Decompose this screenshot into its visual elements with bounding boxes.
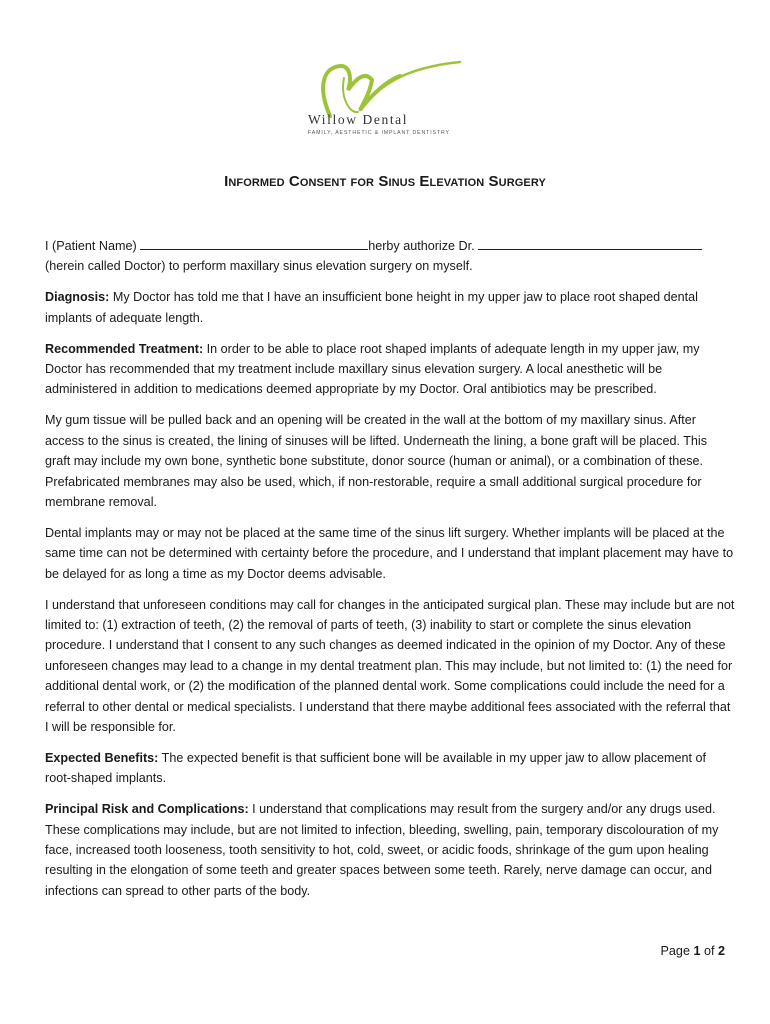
authorize-label: herby authorize Dr.: [368, 239, 479, 253]
document-title: Informed Consent for Sinus Elevation Surgery: [224, 173, 546, 190]
risks-paragraph: [45, 799, 735, 901]
implants-paragraph: Dental implants may or may not be placed at the same time of the sinus lift surgery. Whether implants will be placed at the same time can not be determined with certainty before the procedure, and I understand that implant placement may have to be delayed for as long a time as my Doctor deems advisable.: [45, 525, 734, 581]
logo-name: Willow Dental: [308, 112, 409, 127]
benefits-paragraph: [45, 748, 735, 789]
page-current: 1: [693, 944, 701, 958]
willow-w-icon: [300, 58, 470, 118]
patient-name-label: I (Patient Name): [45, 239, 141, 253]
page-number: [661, 944, 725, 958]
diagnosis-label: Diagnosis:: [45, 290, 110, 305]
willow-dental-logo: [300, 58, 470, 142]
risks-text: I understand that complications may result from the surgery and/or any drugs used. These complications may include, but are not limited to infection, bleeding, swelling, pain, temporary discolouration of my face, increased tooth looseness, tooth sensitivity to hot, cold, sweet, or acidic foods, shrinkage of the gum upon healing resulting in the elongation of some teeth and greater spaces between some teeth. Rarely, nerve damage can occur, and infections can spread to other parts of the body.: [45, 802, 719, 898]
page-of: of: [700, 944, 718, 958]
logo-tagline: FAMILY, AESTHETIC & IMPLANT DENTISTRY: [308, 130, 450, 136]
patient-name-field[interactable]: [140, 236, 368, 250]
doctor-name-field[interactable]: [478, 236, 702, 250]
diagnosis-text: My Doctor has told me that I have an insufficient bone height in my upper jaw to place root shaped dental implants of adequate length.: [45, 290, 698, 325]
diagnosis-paragraph: [45, 287, 735, 328]
treatment-label: Recommended Treatment:: [45, 341, 204, 356]
treatment-text: In order to be able to place root shaped implants of adequate length in my upper jaw, my Doctor has recommended that my treatment include maxillary sinus elevation surgery. A local anesthetic will be administered in addition to medications deemed appropriate by my Doctor. Oral antibiotics may be prescribed.: [45, 341, 700, 397]
document-body: [45, 236, 735, 912]
authorization-text: (herein called Doctor) to perform maxillary sinus elevation surgery on myself.: [45, 259, 473, 274]
gum-tissue-paragraph: My gum tissue will be pulled back and an opening will be created in the wall at the bottom of my maxillary sinus. After access to the sinus is created, the lining of sinuses will be lifted. Underneath the lining, a bone graft will be placed. This graft may include my own bone, synthetic bone substitute, donor source (human or animal), or a combination of these. Prefabricated membranes may also be used, which, if non-restorable, require a small additional surgical procedure for membrane removal.: [45, 413, 708, 509]
treatment-paragraph: [45, 339, 735, 400]
risks-label: Principal Risk and Complications:: [45, 802, 249, 817]
page-prefix: Page: [660, 944, 694, 958]
benefits-label: Expected Benefits:: [45, 750, 159, 765]
unforeseen-conditions-paragraph: I understand that unforeseen conditions may call for changes in the anticipated surgical plan. These may include but are not limited to: (1) extraction of teeth, (2) the removal of parts of teeth, (3) inability to start or complete the sinus elevation procedure. I understand that I consent to any such changes as deemed indicated in the opinion of my Doctor. Any of these unforeseen changes may lead to a change in my dental treatment plan. This may include, but not limited to: (1) the need for additional dental work, or (2) the modification of the planned dental work. Some complications could include the need for a referral to other dental or medical specialists. I understand that there maybe additional fees associated with the referral that I will be responsible for.: [45, 597, 735, 735]
page-total: 2: [717, 944, 725, 958]
patient-authorization: [45, 236, 735, 277]
benefits-text: The expected benefit is that sufficient bone will be available in my upper jaw to allow placement of root-shaped implants.: [45, 750, 707, 786]
